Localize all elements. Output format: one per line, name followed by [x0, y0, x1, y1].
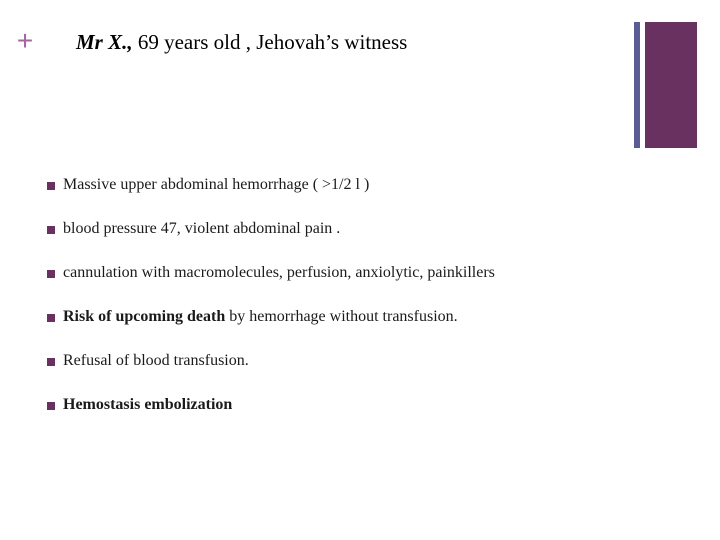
list-item	[44, 260, 644, 304]
bullet-plain-text: cannulation with macromolecules, perfusion, anxiolytic, painkillers	[63, 264, 495, 281]
bullet-plain-text: Massive upper abdominal hemorrhage ( >1/2 l )	[63, 176, 370, 193]
plus-icon: +	[16, 25, 34, 56]
square-bullet-icon	[47, 226, 55, 234]
list-item	[44, 348, 644, 392]
slide-title	[76, 28, 407, 56]
bullet-text	[63, 260, 495, 286]
bullet-bold-text: Risk of upcoming death	[63, 308, 226, 325]
bullet-text	[63, 392, 232, 418]
square-bullet-icon	[47, 402, 55, 410]
bullet-plain-text: blood pressure 47, violent abdominal pain .	[63, 220, 341, 237]
list-item	[44, 304, 644, 348]
bullet-text	[63, 172, 369, 198]
patient-name: Mr X.,	[76, 30, 133, 54]
accent-bar-thin	[634, 22, 640, 148]
patient-description: 69 years old , Jehovah’s witness	[132, 30, 408, 54]
square-bullet-icon	[47, 314, 55, 322]
square-bullet-icon	[47, 270, 55, 278]
bullet-list	[44, 172, 644, 436]
list-item	[44, 392, 644, 436]
accent-bar-thick	[645, 22, 697, 148]
square-bullet-icon	[47, 182, 55, 190]
bullet-plain-text: by hemorrhage without transfusion.	[225, 308, 458, 325]
bullet-text	[63, 304, 458, 330]
bullet-text	[63, 348, 249, 374]
list-item	[44, 216, 644, 260]
list-item	[44, 172, 644, 216]
bullet-bold-text: Hemostasis embolization	[63, 396, 233, 413]
bullet-plain-text: Refusal of blood transfusion.	[63, 352, 249, 369]
bullet-text	[63, 216, 340, 242]
square-bullet-icon	[47, 358, 55, 366]
